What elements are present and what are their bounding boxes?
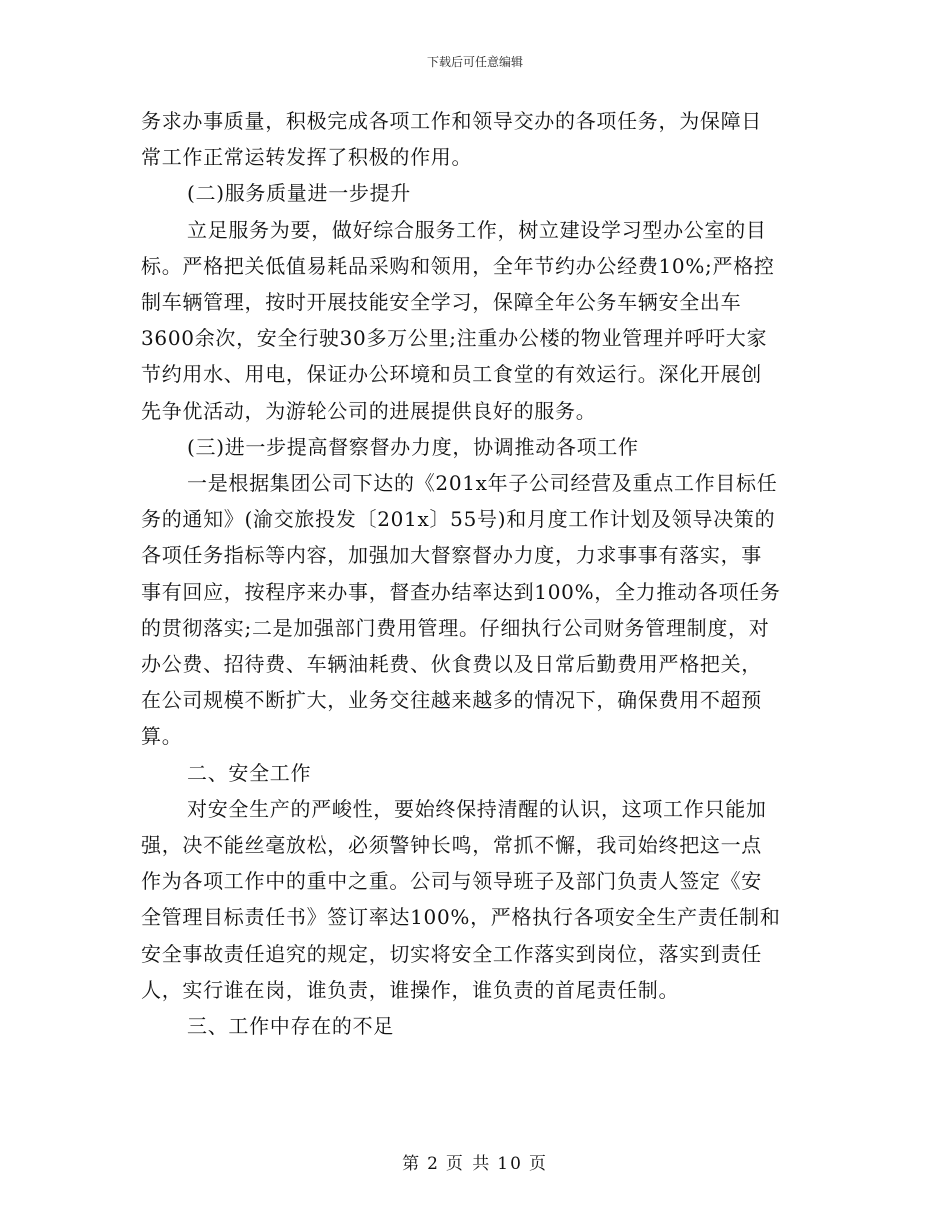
footer-suffix: 页 [528,1154,548,1174]
text-line: 一是根据集团公司下达的《201x年子公司经营及重点工作目标任 [187,471,778,496]
text-line: 3600余次，安全行驶30多万公里;注重办公楼的物业管理并呼吁大家 [141,326,768,351]
text-line: 算。 [141,724,183,749]
text-line: 先争优活动，为游轮公司的进展提供良好的服务。 [141,398,597,423]
page-header: 下载后可任意编辑 [426,55,523,69]
text-line: 二、安全工作 [187,760,312,785]
paragraph [141,212,805,429]
paragraph [141,103,805,175]
text-line: 常工作正常运转发挥了积极的作用。 [141,145,473,170]
text-line: 在公司规模不断扩大，业务交往越来越多的情况下，确保费用不超预 [141,688,762,713]
text-line: 节约用水、用电，保证办公环境和员工食堂的有效运行。深化开展创 [141,362,762,387]
text-line: 标。严格把关低值易耗品采购和领用，全年节约办公经费10%;严格控 [141,253,775,278]
document-body [141,103,805,1044]
text-line: 安全事故责任追究的规定，切实将安全工作落实到岗位，落实到责任 [141,941,762,966]
text-line: 强，决不能丝毫放松，必须警钟长鸣，常抓不懈，我司始终把这一点 [141,833,762,858]
text-line: 事有回应，按程序来办事，督查办结率达到100%，全力推动各项任务 [141,579,781,604]
text-line: 三、工作中存在的不足 [187,1014,394,1039]
text-line: 制车辆管理，按时开展技能安全学习，保障全年公务车辆安全出车 [141,290,742,315]
text-line: 办公费、招待费、车辆油耗费、伙食费以及日常后勤费用严格把关， [141,652,762,677]
paragraph [141,791,805,1008]
section-heading [141,175,805,211]
footer-page-number: 2 [427,1154,440,1174]
text-line: 的贯彻落实;二是加强部门费用管理。仔细执行公司财务管理制度，对 [141,615,770,640]
paragraph [141,465,805,755]
text-line: 务的通知》(渝交旅投发〔201x〕55号)和月度工作计划及领导决策的 [141,507,776,532]
section-heading [141,429,805,465]
text-line: (二)服务质量进一步提升 [187,181,412,206]
page-footer [0,1153,950,1175]
text-line: 立足服务为要，做好综合服务工作，树立建设学习型办公室的目 [187,217,767,242]
footer-prefix: 第 [402,1154,422,1174]
section-heading [141,1008,805,1044]
text-line: 各项任务指标等内容，加强加大督察督办力度，力求事事有落实，事 [141,543,762,568]
footer-middle: 页 共 [445,1154,492,1174]
footer-total-pages: 10 [497,1154,523,1174]
section-heading [141,755,805,791]
text-line: 务求办事质量，积极完成各项工作和领导交办的各项任务，为保障日 [141,109,762,133]
text-line: (三)进一步提高督察督办力度，协调推动各项工作 [187,434,639,459]
text-line: 作为各项工作中的重中之重。公司与领导班子及部门负责人签定《安 [141,869,762,894]
text-line: 人，实行谁在岗，谁负责，谁操作，谁负责的首尾责任制。 [141,977,680,1002]
text-line: 全管理目标责任书》签订率达100%，严格执行各项安全生产责任制和 [141,905,781,930]
text-line: 对安全生产的严峻性，要始终保持清醒的认识，这项工作只能加 [187,796,767,821]
